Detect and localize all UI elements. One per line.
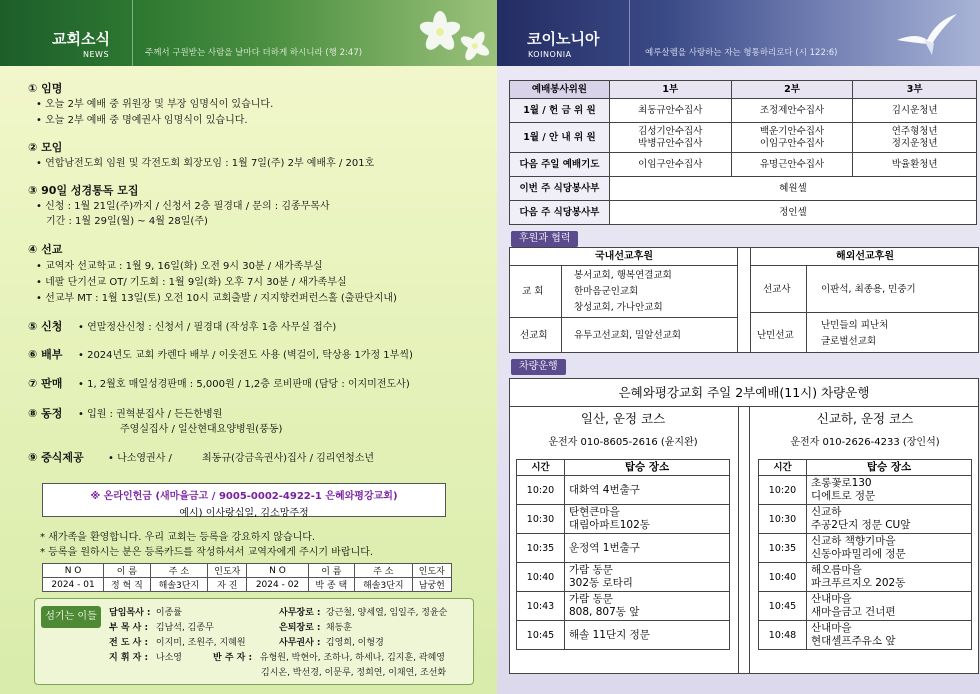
stop-time: 10:30 [517, 505, 565, 534]
stop-line: 신교하 책향기마을 [811, 535, 896, 547]
lunch-line-2: 최동규(강금옥권사)집사 / 김리연청소년 [202, 453, 375, 464]
cell: 조정제안수집사 [731, 99, 853, 123]
time-header: 시간 [517, 460, 565, 476]
cell-line: 정지운청년 [891, 137, 938, 149]
stop-line: 대림아파트102동 [569, 519, 650, 531]
staff-tag: 섬기는 이들 [41, 606, 101, 628]
stop-row [517, 534, 730, 563]
staff-value: 이지미, 조원주, 지혜원 [155, 638, 246, 648]
stop-row [759, 621, 972, 650]
stop-line: 신동아파밀리에 정문 [811, 548, 906, 560]
appointment-line-1: • 오늘 2부 예배 중 위원장 및 부장 임명식이 있습니다. [36, 99, 274, 110]
cell: 해솔3단지 [355, 578, 413, 592]
cell-line: 박병규안수집사 [638, 137, 703, 149]
bus-box [509, 378, 979, 674]
staff-key: 담임목사 : [109, 608, 151, 618]
staff-key: 사무권사 : [279, 638, 321, 648]
mission-line-1: • 교역자 선교학교 : 1월 9, 16일(화) 오전 9시 30분 / 새가족부실 [36, 261, 323, 272]
service-row [510, 123, 977, 153]
cell: 정인셀 [609, 201, 976, 225]
stop-time: 10:43 [517, 592, 565, 621]
sale-line-1: • 1, 2월호 매일성경판매 : 5,000원 / 1,2층 로비판매 (담당 : 이지미전도사) [78, 379, 410, 390]
stop-place [807, 563, 972, 592]
divider [751, 312, 979, 313]
stop-place [807, 505, 972, 534]
news-line-2: 주영실집사 / 일산현대요양병원(풍동) [120, 424, 283, 435]
domestic-line-2: 한마음군인교회 [574, 286, 639, 297]
header-cell: N O [43, 564, 104, 578]
koinonia-title: 코이노니아 [527, 30, 600, 48]
route-name: 신교하, 운정 코스 [816, 411, 914, 426]
stop-line: 가람 동문 [569, 564, 613, 576]
route-gyoha [758, 407, 972, 673]
stop-place [807, 621, 972, 650]
stop-row [517, 505, 730, 534]
cell: 최동규안수집사 [609, 99, 731, 123]
staff-key: 반 주 자 : [213, 653, 253, 663]
overseas-support [750, 248, 978, 352]
stop-time: 10:35 [517, 534, 565, 563]
cell: 박 종 택 [308, 578, 355, 592]
cell [609, 123, 731, 153]
stop-place [807, 476, 972, 505]
stop-place [565, 534, 730, 563]
support-box [509, 247, 979, 353]
domestic-support [510, 248, 738, 352]
service-committee-table [509, 80, 977, 225]
stop-line: 대화역 4번출구 [569, 483, 640, 496]
staff-senior-pastor [109, 605, 182, 618]
news-title-box [0, 0, 133, 66]
header-cell: 주 소 [150, 564, 208, 578]
appointment-line-2: • 오늘 2부 예배 중 명예권사 임명식이 있습니다. [36, 115, 248, 126]
stop-line: 파크푸르지오 202동 [811, 577, 906, 589]
header-cell: 인도자 [412, 564, 451, 578]
header-cell: 이 름 [308, 564, 355, 578]
stop-line: 현대셀프주유소 앞 [811, 635, 896, 647]
flower-icon [400, 2, 495, 64]
new-family-table [42, 563, 452, 592]
section-lunch-title: ⑨ 중식제공 [28, 451, 84, 464]
staff-value: 김영희, 이형경 [325, 638, 384, 648]
bus-label: 차량운행 [511, 359, 566, 375]
section-application-title: ⑤ 신청 [28, 320, 63, 333]
staff-deaconess [279, 635, 384, 648]
lunch-line-1: • 나소영권사 / [108, 453, 172, 464]
stop-line: 주공2단지 정문 CU앞 [811, 519, 911, 531]
stop-line: 디에트로 정문 [811, 490, 876, 502]
stop-time: 10:40 [517, 563, 565, 592]
online-offering-account: ※ 온라인헌금 (새마을금고 / 9005-0002-4922-1 은혜와평강교회) [90, 491, 398, 502]
news-title: 교회소식 [52, 30, 110, 48]
stop-time: 10:45 [517, 621, 565, 650]
cell-line: 백운기안수집사 [759, 125, 825, 137]
welcome-line-2: * 등록을 원하시는 분은 등록카드를 작성하셔서 교역자에게 주시기 바랍니다. [40, 547, 374, 558]
staff-key: 전 도 사 : [109, 638, 149, 648]
label-refugee: 난민선교 [757, 330, 794, 341]
staff-value: 채동훈 [325, 623, 352, 633]
stop-row [517, 476, 730, 505]
staff-value: 강근철, 양세열, 임일주, 정윤순 [325, 608, 448, 618]
stop-line: 해솔 11단지 정문 [569, 628, 650, 641]
staff-conductor [109, 650, 182, 663]
stop-row [759, 505, 972, 534]
section-news-title: ⑧ 동정 [28, 407, 63, 420]
bus-title: 은혜와평강교회 주일 2부예배(11시) 차량운행 [510, 379, 978, 407]
column-header: 2부 [731, 81, 853, 99]
stop-place [807, 592, 972, 621]
divider [510, 317, 738, 318]
cell: 남궁헌 [412, 578, 451, 592]
staff-value: 이종률 [155, 608, 182, 618]
cell [853, 123, 977, 153]
header-cell: N O [247, 564, 308, 578]
stop-row [517, 621, 730, 650]
stop-row [759, 592, 972, 621]
bible-reading-line-2: 기간 : 1월 29일(월) ~ 4월 28일(주) [46, 216, 208, 227]
row-label: 다음 주 식당봉사부 [510, 201, 610, 225]
staff-key: 사무장로 : [279, 608, 321, 618]
label-church: 교 회 [522, 286, 544, 297]
cell: 김시운청년 [853, 99, 977, 123]
cell: 2024 - 01 [43, 578, 104, 592]
service-row [510, 153, 977, 177]
news-verse: 주께서 구원받는 사람을 날마다 더하게 하시니라 (행 2:47) [145, 48, 363, 58]
stop-place [565, 592, 730, 621]
new-family-header-row [43, 564, 452, 578]
cell: 해솔3단지 [150, 578, 208, 592]
mission-line-2: • 네팔 단기선교 OT/ 기도회 : 1월 9일(화) 오후 7시 30분 / 새가족부실 [36, 277, 347, 288]
koinonia-page [497, 0, 980, 694]
stop-time: 10:35 [759, 534, 807, 563]
new-family-row [43, 578, 452, 592]
stop-row [759, 476, 972, 505]
overseas-line-1: 이판석, 최종용, 민중기 [821, 284, 916, 295]
overseas-line-2: 난민들의 피난처 [821, 320, 889, 331]
staff-key: 부 목 사 : [109, 623, 149, 633]
staff-retired-elder [279, 620, 352, 633]
cell-line: 김성기안수집사 [638, 125, 703, 137]
label-mission: 선교회 [520, 330, 548, 341]
staff-value: 유형원, 박현아, 조하나, 하세나, 김지훈, 곽혜영 [259, 653, 445, 663]
bird-icon [892, 10, 962, 60]
stop-line: 운정역 1번출구 [569, 541, 640, 554]
stop-time: 10:48 [759, 621, 807, 650]
staff-box [34, 598, 474, 685]
stop-place [807, 534, 972, 563]
cell: 이임구안수집사 [609, 153, 731, 177]
place-header: 탑승 장소 [565, 460, 730, 476]
cell: 박율환청년 [853, 153, 977, 177]
route-header-row [759, 460, 972, 476]
news-header [0, 0, 497, 66]
staff-associate-pastor [109, 620, 214, 633]
section-appointment-title: ① 임명 [28, 82, 63, 95]
column-header: 3부 [853, 81, 977, 99]
staff-accompanist-more: 김시온, 박선경, 이문루, 정희연, 이채연, 조선화 [261, 668, 447, 678]
cell-line: 이임구안수집사 [759, 137, 825, 149]
stop-row [759, 563, 972, 592]
stop-time: 10:20 [517, 476, 565, 505]
koinonia-title-box [497, 0, 630, 66]
route-table [516, 459, 730, 650]
stop-line: 신교하 [811, 506, 842, 518]
stop-row [759, 534, 972, 563]
route-name: 일산, 운정 코스 [580, 411, 666, 426]
distribution-line-1: • 2024년도 교회 카렌다 배부 / 이웃전도 사용 (벽걸이, 탁상용 1가정 1부씩) [78, 350, 413, 361]
meeting-line-1: • 연합남전도회 임원 및 각전도회 회장모임 : 1월 7일(주) 2부 예배후 / 201호 [36, 158, 375, 169]
cell: 2024 - 02 [247, 578, 308, 592]
domestic-line-4: 유투고선교회, 밀알선교회 [574, 330, 681, 341]
cell-line: 연주형청년 [891, 125, 938, 137]
stop-time: 10:20 [759, 476, 807, 505]
service-row [510, 201, 977, 225]
stop-line: 초롱꽃로130 [811, 477, 872, 489]
row-label: 1월 / 헌 금 위 원 [510, 99, 610, 123]
domestic-support-header: 국내선교후원 [510, 248, 738, 266]
time-header: 시간 [759, 460, 807, 476]
cell: 유명근안수집사 [731, 153, 853, 177]
stop-row [517, 563, 730, 592]
header-cell: 주 소 [355, 564, 413, 578]
place-header: 탑승 장소 [807, 460, 972, 476]
section-bible-reading-title: ③ 90일 성경통독 모집 [28, 184, 139, 197]
stop-place [565, 621, 730, 650]
stop-line: 302동 로타리 [569, 577, 633, 589]
stop-time: 10:30 [759, 505, 807, 534]
service-header-row [510, 81, 977, 99]
stop-line: 808, 807동 앞 [569, 606, 640, 618]
news-line-1: • 입원 : 권혁분집사 / 든든한병원 [78, 409, 223, 420]
staff-accompanist [213, 650, 445, 663]
row-label: 이번 주 식당봉사부 [510, 177, 610, 201]
bible-reading-line-1: • 신청 : 1월 21일(주)까지 / 신청서 2층 필경대 / 문의 : 김종무목사 [36, 201, 330, 212]
online-offering-example: 예시) 이사랑십일, 김소망주정 [179, 508, 309, 519]
news-subtitle: NEWS [83, 50, 110, 59]
online-offering-box [42, 483, 446, 517]
stop-place [565, 476, 730, 505]
section-sale-title: ⑦ 판매 [28, 377, 63, 390]
service-committee-title: 예배봉사위원 [510, 81, 610, 99]
section-distribution-title: ⑥ 배부 [28, 348, 63, 361]
stop-time: 10:45 [759, 592, 807, 621]
staff-key: 지 휘 자 : [109, 653, 149, 663]
route-header-row [517, 460, 730, 476]
header-cell: 이 름 [104, 564, 151, 578]
route-divider [738, 407, 750, 673]
staff-value: 김남석, 김종무 [155, 623, 214, 633]
stop-line: 해오름마을 [811, 564, 862, 576]
cell: 자 진 [208, 578, 247, 592]
cell [731, 123, 853, 153]
overseas-support-header: 해외선교후원 [751, 248, 979, 266]
stop-line: 가람 동문 [569, 593, 613, 605]
application-line-1: • 연말정산신청 : 신청서 / 필경대 (작성후 1층 사무실 접수) [78, 322, 337, 333]
welcome-line-1: * 새가족을 환영합니다. 우리 교회는 등록을 강요하지 않습니다. [40, 532, 316, 543]
staff-key: 은퇴장로 : [279, 623, 321, 633]
row-label: 1월 / 안 내 위 원 [510, 123, 610, 153]
label-missionary: 선교사 [763, 284, 791, 295]
section-meeting-title: ② 모임 [28, 141, 63, 154]
cell: 혜원셀 [609, 177, 976, 201]
header-cell: 인도자 [208, 564, 247, 578]
stop-line: 새마을금고 건너편 [811, 606, 896, 618]
koinonia-header [497, 0, 980, 66]
koinonia-subtitle: KOINONIA [528, 50, 572, 59]
domestic-line-3: 창성교회, 가나안교회 [574, 302, 663, 313]
stop-place [565, 563, 730, 592]
route-ilsan [516, 407, 730, 673]
cell: 정 혁 직 [104, 578, 151, 592]
support-label: 후원과 협력 [511, 231, 578, 247]
staff-evangelist [109, 635, 246, 648]
section-mission-title: ④ 선교 [28, 243, 63, 256]
domestic-line-1: 봉서교회, 행복연결교회 [574, 270, 672, 281]
row-label: 다음 주일 예배기도 [510, 153, 610, 177]
stop-line: 산내마을 [811, 593, 852, 605]
stop-line: 탄현큰마을 [569, 506, 620, 518]
stop-row [517, 592, 730, 621]
service-row [510, 99, 977, 123]
staff-elders [279, 605, 447, 618]
service-row [510, 177, 977, 201]
stop-place [565, 505, 730, 534]
column-header: 1부 [609, 81, 731, 99]
overseas-line-3: 글로벌선교회 [821, 336, 877, 347]
mission-line-3: • 선교부 MT : 1월 13일(토) 오전 10시 교회출발 / 지지향컨퍼런스홀 (출판단지내) [36, 293, 397, 304]
route-driver: 운전자 010-8605-2616 (윤지완) [548, 437, 698, 448]
stop-time: 10:40 [759, 563, 807, 592]
route-table [758, 459, 972, 650]
staff-value: 나소영 [155, 653, 182, 663]
route-driver: 운전자 010-2626-4233 (장인석) [790, 437, 940, 448]
koinonia-verse: 예루살렘을 사랑하는 자는 형통하리로다 (시 122:6) [645, 48, 838, 58]
stop-line: 산내마을 [811, 622, 852, 634]
